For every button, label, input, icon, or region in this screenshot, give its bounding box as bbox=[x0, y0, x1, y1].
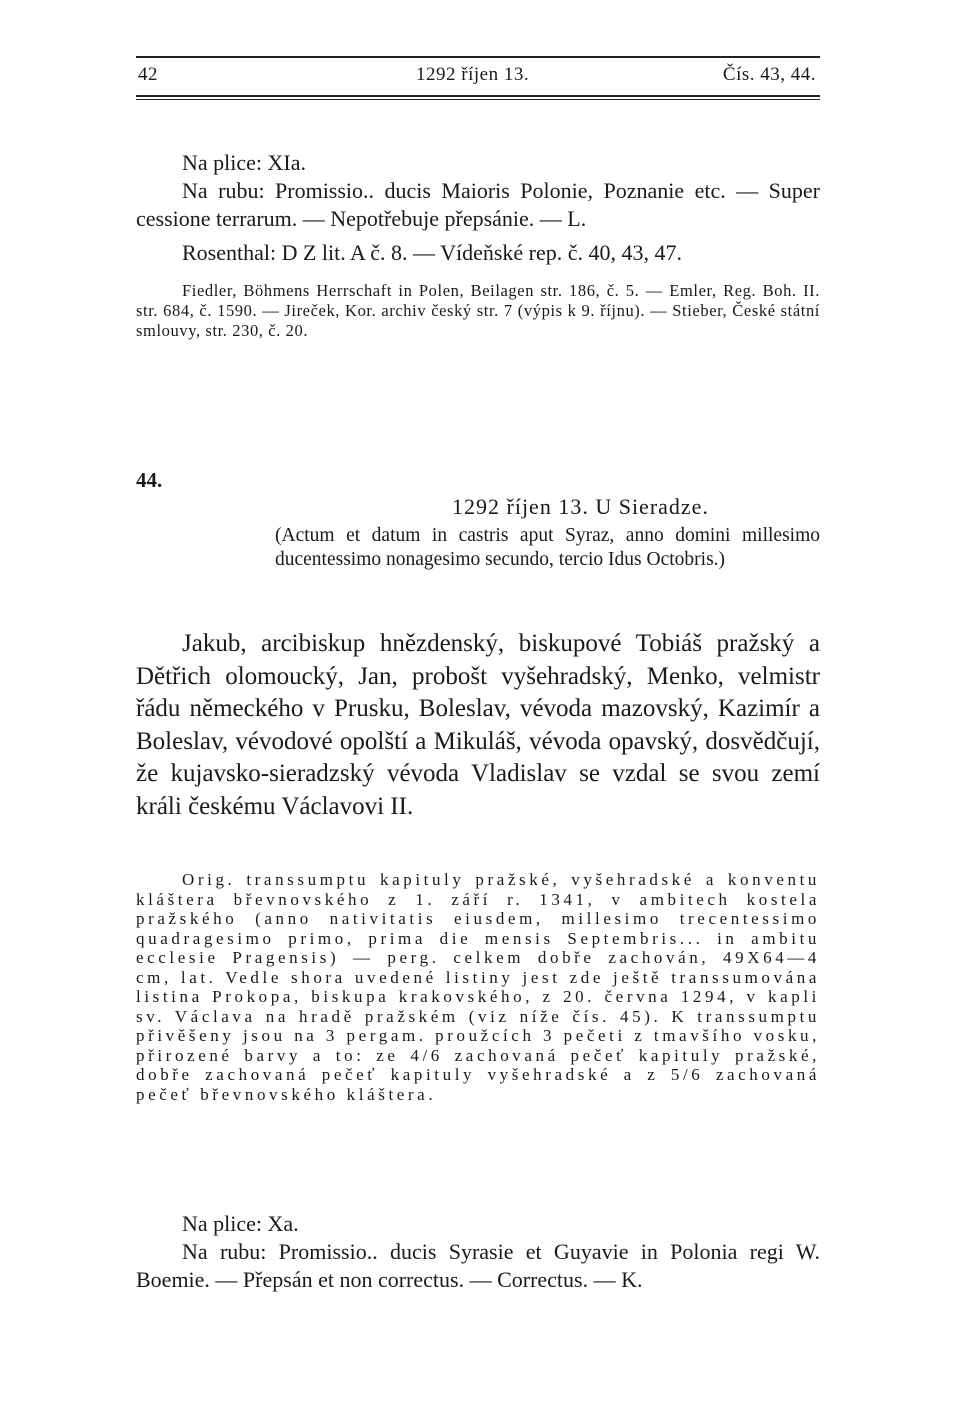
header-bottom-rule-thin bbox=[136, 99, 820, 100]
doc43-literature: Fiedler, Böhmens Herrschaft in Polen, Beilagen str. 186, č. 5. — Emler, Reg. Boh. II. str. 684, č. 1590. — Jireček, Kor. archiv český str. 7 (výpis k 9. říjnu). — Stieber, České státní smlouvy, str. 230, č. 20. bbox=[136, 281, 820, 340]
header-document-numbers: Čís. 43, 44. bbox=[722, 64, 816, 85]
doc44-orig: Orig. transsumptu kapituly pražské, vyšehradské a konventu kláštera břevnovského z 1. září r. 1341, v ambitech kostela pražského (anno nativitatis eiusdem, millesimo trecentessimo quadragesimo primo, prima die mensis Septembris... in ambitu ecclesie Pragensis) — perg. celkem dobře zachován, 49X64—4 cm, lat. Vedle shora uvedené listiny jest zde ještě transsumována listina Prokopa, biskupa krakovského, z 20. června 1294, v kapli sv. Václava na hradě pražském (viz níže čís. 45). K transsumptu přivěšeny jsou na 3 pergam. proužcích 3 pečeti z tmavšího vosku, přirozené barvy a to: ze 4/6 zachovaná pečeť kapituly pražské, dobře zachovaná pečeť kapituly vyšehradské a z 5/6 zachovaná pečeť břevnovského kláštera. bbox=[136, 870, 820, 1104]
header-top-rule bbox=[136, 56, 820, 58]
doc44-number: 44. bbox=[136, 468, 163, 492]
doc44-notes bbox=[136, 1210, 820, 1294]
doc43-rosenthal: Rosenthal: D Z lit. A č. 8. — Vídeňské rep. č. 40, 43, 47. bbox=[182, 240, 683, 265]
doc43-plica: Na plice: XIa. bbox=[182, 150, 306, 175]
doc44-regest-block bbox=[136, 628, 820, 824]
running-header bbox=[136, 64, 820, 90]
doc44-regest: Jakub, arcibiskup hnězdenský, biskupové Tobiáš pražský a Dětřich olomoucký, Jan, probošt vyšehradský, Menko, velmistr řádu německého v Prusku, Boleslav, vévoda mazovský, Kazimír a Boleslav, vévodové opolští a Mikuláš, vévoda opavský, dosvědčují, že kujavsko-sieradzský vévoda Vladislav se vzdal se svou zemí králi českému Václavovi II. bbox=[136, 630, 820, 820]
doc44-dating bbox=[275, 494, 820, 572]
doc43-notes bbox=[136, 149, 820, 341]
doc44-rubus: Na rubu: Promissio.. ducis Syrasie et Guyavie in Polonia regi W. Boemie. — Přepsán et non correctus. — Correctus. — K. bbox=[136, 1239, 820, 1292]
doc43-rubus: Na rubu: Promissio.. ducis Maioris Polonie, Poznanie etc. — Super cessione terrarum. — Nepotřebuje přepsánie. — L. bbox=[136, 178, 820, 231]
doc44-orig-block bbox=[136, 870, 820, 1104]
doc44-date-place: 1292 říjen 13. U Sieradze. bbox=[452, 494, 709, 519]
header-date: 1292 říjen 13. bbox=[416, 64, 530, 85]
doc44-plica: Na plice: Xa. bbox=[182, 1211, 299, 1236]
page-number: 42 bbox=[138, 64, 158, 85]
header-bottom-rule bbox=[136, 95, 820, 97]
doc44-latin-dating: (Actum et datum in castris aput Syraz, anno domini millesimo ducentessimo nonagesimo secundo, tercio Idus Octobris.) bbox=[275, 525, 820, 570]
